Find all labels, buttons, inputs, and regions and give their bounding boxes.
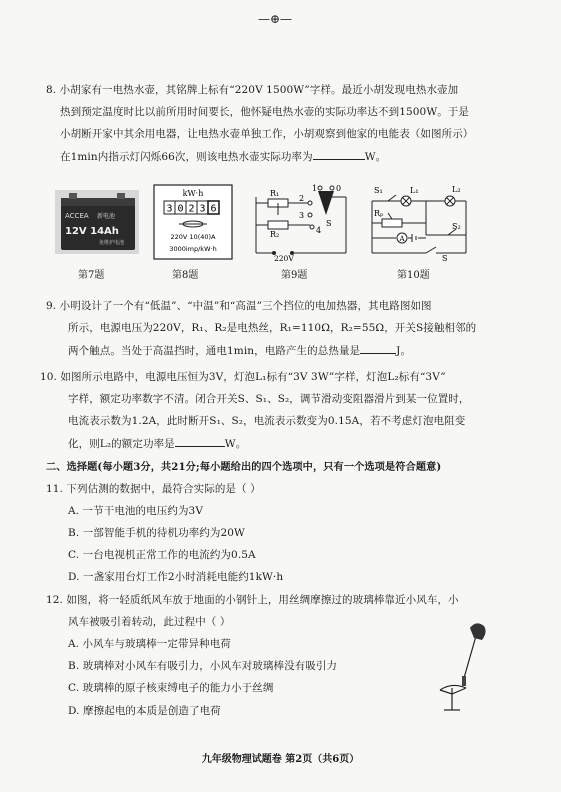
battery-sub: 免维护电池 <box>99 240 125 246</box>
circuit-fig10 <box>366 183 472 263</box>
fig9-voltage: 220V <box>274 254 294 263</box>
fig9-r1: R₁ <box>270 189 280 198</box>
fig10-s2: S₂ <box>452 222 461 231</box>
fig10-s1: S₁ <box>374 186 383 195</box>
page-footer: 九年级物理试题卷 第2页（共6页） <box>201 754 360 765</box>
q12-option-d[interactable]: D. 摩擦起电的本质是创造了电荷 <box>68 705 221 717</box>
q9-answer-blank[interactable] <box>360 343 396 354</box>
battery-spec: 12V 14Ah <box>65 226 119 237</box>
fig10-l2: L₂ <box>452 185 461 194</box>
q9-line2: 所示，电源电压为220V，R₁、R₂是电热丝，R₁=110Ω，R₂=55Ω，开关S接触相邻的 <box>68 322 477 334</box>
fig9-n3: 3 <box>299 211 305 220</box>
meter-unit: kW·h <box>182 189 204 198</box>
q10-line4-text: 化，则L₂的额定功率是 <box>68 438 175 450</box>
meter-digit-4: 3 <box>199 203 206 215</box>
q9-line3-text: 两个触点。当处于高温挡时，通电1min，电路产生的总热量是 <box>68 345 361 357</box>
meter-rating: 220V 10(40)A <box>170 233 216 241</box>
energy-meter-figure <box>153 184 233 260</box>
fig10-l1: L₁ <box>410 186 419 195</box>
caption-fig7: 第7题 <box>78 270 105 281</box>
meter-digit-3: 2 <box>188 203 195 215</box>
q8-answer-blank[interactable] <box>313 149 365 160</box>
q10-answer-blank[interactable] <box>175 436 225 447</box>
q10-line3: 电流表示数为1.2A，此时断开S₁、S₂，电流表示数变为0.15A，若不考虑灯泡电阻变 <box>68 415 466 427</box>
q8-line4-text: 在1min内指示灯闪烁66次，则该电热水壶实际功率为 <box>60 151 313 163</box>
meter-digit-2: 0 <box>177 203 184 215</box>
q12-option-c[interactable]: C. 玻璃棒的原子核束缚电子的能力小于丝绸 <box>68 682 274 694</box>
caption-fig10: 第10题 <box>397 270 430 281</box>
battery-figure <box>55 190 139 254</box>
circuit-fig9 <box>248 183 350 263</box>
fig9-s: S <box>326 219 332 228</box>
fig10-s: S <box>442 254 448 263</box>
q10-line2: 字样，额定功率数字不清。闭合开关S、S₁、S₂，调节滑动变阻器滑片到某一位置时， <box>68 393 470 405</box>
q9-line3 <box>68 343 411 358</box>
q12-option-b[interactable]: B. 玻璃棒对小风车有吸引力，小风车对玻璃棒没有吸引力 <box>68 660 338 672</box>
q10-line4-unit: W。 <box>224 438 247 450</box>
q10-line4 <box>68 436 246 451</box>
binding-mark: —⊕— <box>258 12 293 26</box>
battery-brand: ACCEA <box>65 212 89 220</box>
fig9-r2: R₂ <box>270 230 280 239</box>
battery-brand-cn: 新电池 <box>97 213 116 220</box>
q9-line1: 9. 小明设计了一个有“低温”、“中温”和“高温”三个挡位的电加热器，其电路图如图 <box>46 300 432 312</box>
q11-option-c[interactable]: C. 一台电视机正常工作的电流约为0.5A <box>68 549 256 561</box>
q11-stem: 11. 下列估测的数据中，最符合实际的是（ ） <box>46 483 261 495</box>
q11-option-d[interactable]: D. 一盏家用台灯工作2小时消耗电能约1kW·h <box>68 571 284 583</box>
q12-line2: 风车被吸引着转动，此过程中（ ） <box>68 616 231 628</box>
fig9-n2: 2 <box>299 194 305 203</box>
fig9-n4: 4 <box>316 226 322 235</box>
q12-option-a[interactable]: A. 小风车与玻璃棒一定带异种电荷 <box>68 638 231 650</box>
section-2-heading: 二、选择题(每小题3分，共21分;每小题给出的四个选项中，只有一个选项是符合题意) <box>46 461 442 473</box>
q8-line1: 8. 小胡家有一电热水壶，其铭牌上标有“220V 1500W”字样。最近小胡发现电热水壶加 <box>46 84 459 96</box>
q8-line3: 小胡断开家中其余用电器，让电热水壶单独工作，小胡观察到他家的电能表（如图所示） <box>60 128 474 140</box>
fig10-rp: Rₚ <box>374 209 384 218</box>
q8-line2: 热到预定温度时比以前所用时间要长，他怀疑电热水壶的实际功率达不到1500W。于是 <box>60 106 470 118</box>
meter-imp: 3000imp/kW·h <box>169 245 217 253</box>
meter-digit-5: 6 <box>210 203 217 215</box>
fig9-n1: 1 <box>312 184 318 193</box>
fig9-n0: 0 <box>336 184 342 193</box>
q11-option-b[interactable]: B. 一部智能手机的待机功率约为20W <box>68 527 245 539</box>
q8-line4 <box>60 149 386 164</box>
q10-line1: 10. 如图所示电路中，电源电压恒为3V，灯泡L₁标有“3V 3W”字样，灯泡L₂标有“3V” <box>40 371 446 383</box>
meter-digit-1: 3 <box>166 203 173 215</box>
pinwheel-figure <box>436 618 500 714</box>
caption-fig8: 第8题 <box>172 270 199 281</box>
q11-option-a[interactable]: A. 一节干电池的电压约为3V <box>68 505 204 517</box>
caption-fig9: 第9题 <box>281 270 308 281</box>
q12-line1: 12. 如图，将一轻质纸风车放于地面的小钢针上，用丝绸摩擦过的玻璃棒靠近小风车，小 <box>46 594 459 606</box>
q9-line3-unit: J。 <box>396 345 412 357</box>
fig10-ammeter: A <box>399 235 405 243</box>
q8-line4-unit: W。 <box>364 151 387 163</box>
